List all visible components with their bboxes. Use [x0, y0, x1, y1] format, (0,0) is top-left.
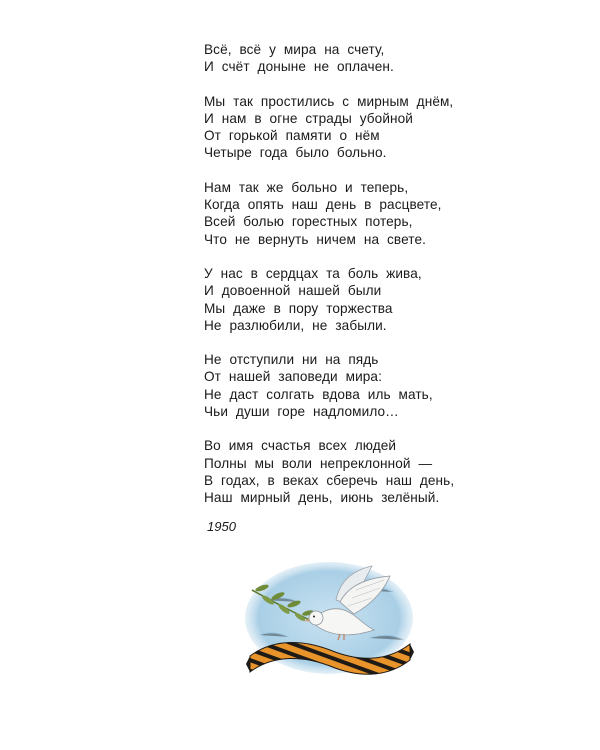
- dove-illustration: [244, 560, 414, 680]
- poem-line: В годах, в веках сберечь наш день,: [204, 472, 455, 488]
- stanza-5: [204, 351, 504, 420]
- poem-line: Чьи души горе надломило…: [204, 404, 399, 420]
- stanza-6: [204, 437, 504, 506]
- stanza-2: [204, 93, 504, 162]
- poem-line: Не отступили ни на пядь: [204, 352, 379, 368]
- poem-line: Не даст солгать вдова иль мать,: [204, 386, 433, 402]
- stanza-3: [204, 179, 504, 248]
- dove-ribbon-svg: [244, 560, 414, 680]
- poem-line: Мы даже в пору торжества: [204, 300, 393, 316]
- stanza-1: [204, 41, 504, 76]
- poem-line: И счёт доныне не оплачен.: [204, 59, 394, 75]
- poem-line: Во имя счастья всех людей: [204, 438, 397, 454]
- poem-line: Мы так простились с мирным днём,: [204, 93, 454, 109]
- poem-line: Не разлюбили, не забыли.: [204, 317, 387, 333]
- poem-line: Всей болью горестных потерь,: [204, 214, 413, 230]
- poem-line: Полны мы воли непреклонной —: [204, 455, 433, 471]
- poem-line: У нас в сердцах та боль жива,: [204, 265, 422, 281]
- poem-line: Что не вернуть ничем на свете.: [204, 231, 426, 247]
- poem-line: И нам в огне страды убойной: [204, 110, 413, 126]
- poem: [204, 41, 504, 524]
- poem-year: 1950: [207, 519, 236, 534]
- poem-line: Всё, всё у мира на счету,: [204, 42, 385, 57]
- poem-line: И довоенной нашей были: [204, 283, 382, 299]
- poem-line: От горькой памяти о нём: [204, 128, 380, 144]
- poem-line: Наш мирный день, июнь зелёный.: [204, 490, 440, 506]
- poem-line: Нам так же больно и теперь,: [204, 179, 409, 195]
- stanza-4: [204, 265, 504, 334]
- poem-line: Четыре года было больно.: [204, 145, 387, 161]
- poem-line: От нашей заповеди мира:: [204, 369, 382, 385]
- poem-line: Когда опять наш день в расцвете,: [204, 197, 442, 213]
